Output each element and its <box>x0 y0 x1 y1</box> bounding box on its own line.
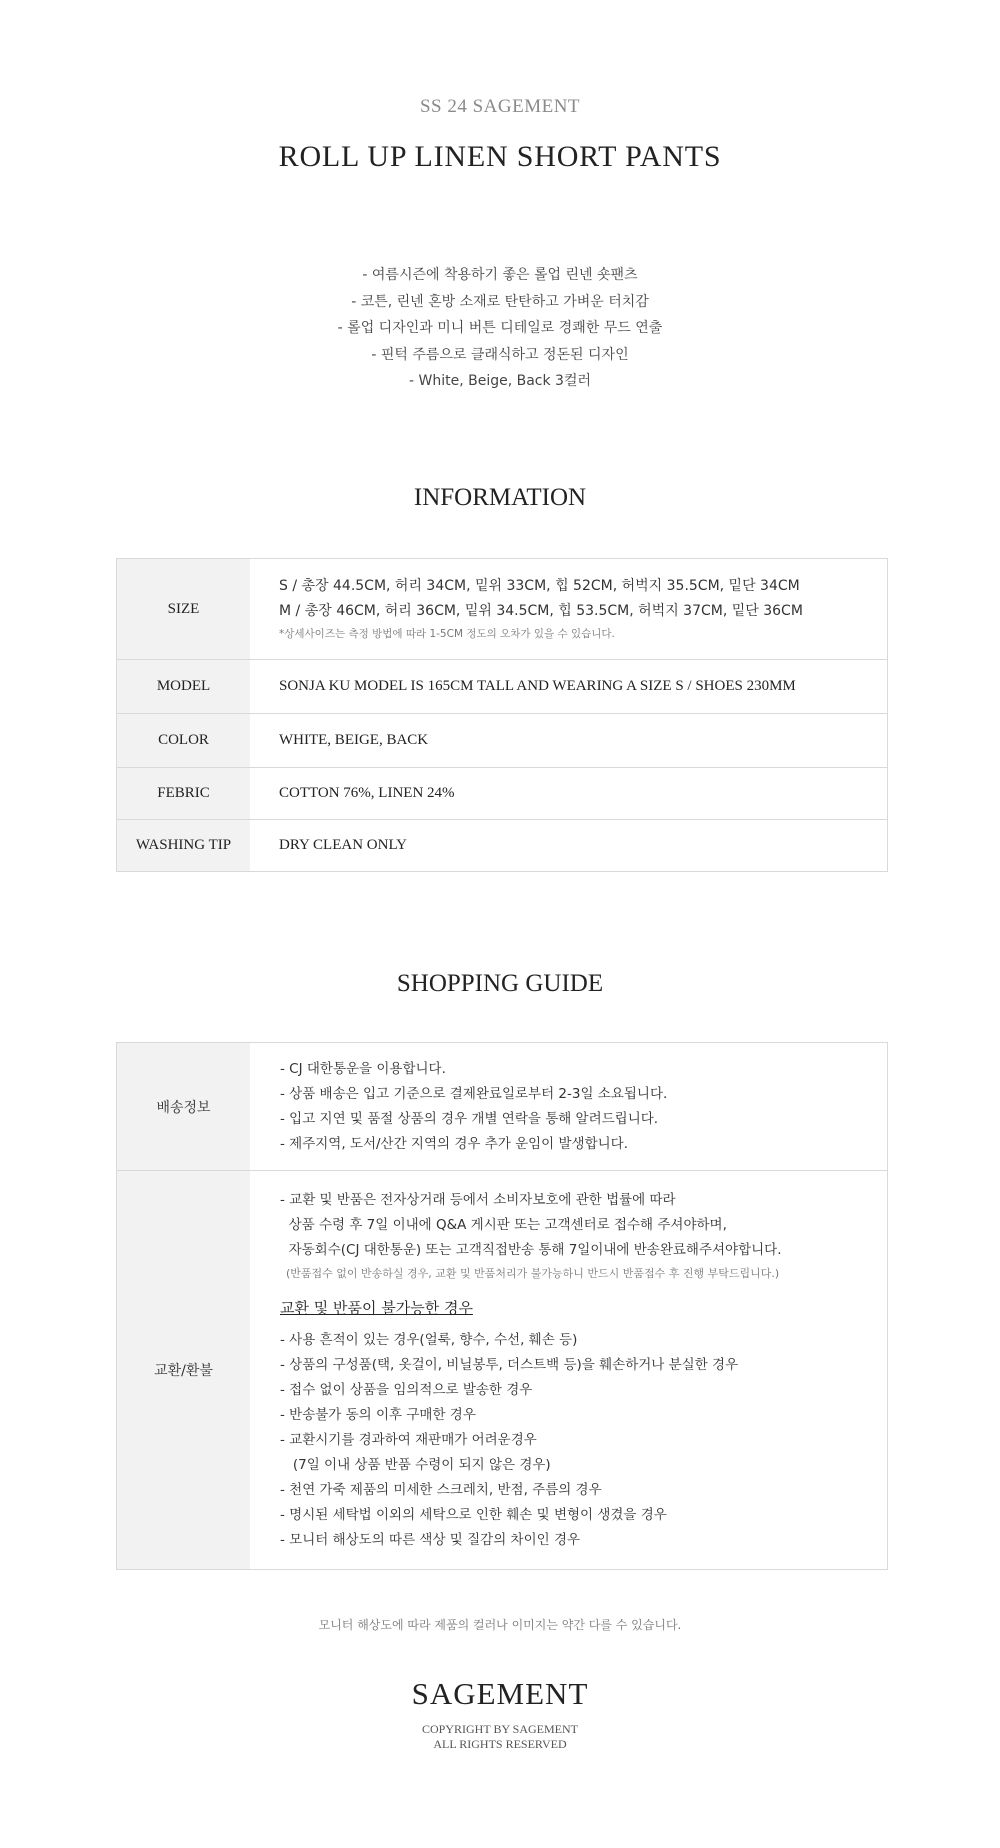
table-row <box>117 1171 888 1570</box>
table-row <box>117 1043 888 1171</box>
table-row <box>117 714 888 768</box>
delivery-label: 배송정보 <box>117 1043 251 1171</box>
description-line: - 여름시즌에 착용하기 좋은 롤업 린넨 숏팬츠 <box>362 267 638 283</box>
exchange-line: - 교환 및 반품은 전자상거래 등에서 소비자보호에 관한 법률에 따라 <box>280 1191 676 1208</box>
delivery-line: - 제주지역, 도서/산간 지역의 경우 추가 운임이 발생합니다. <box>280 1135 628 1152</box>
description-line: - 롤업 디자인과 미니 버튼 디테일로 경쾌한 무드 연출 <box>337 320 663 336</box>
description-line: - White, Beige, Back 3컬러 <box>408 373 591 389</box>
non-returnable-item: - 접수 없이 상품을 임의적으로 발송한 경우 <box>280 1381 533 1398</box>
size-line: M / 총장 46CM, 허리 36CM, 밑위 34.5CM, 힙 53.5CM, 허벅지 37CM, 밑단 36CM <box>279 603 803 619</box>
exchange-info <box>250 1171 888 1570</box>
delivery-line: - 상품 배송은 입고 기준으로 결제완료일로부터 2-3일 소요됩니다. <box>280 1085 668 1102</box>
non-returnable-item: - 상품의 구성품(택, 옷걸이, 비닐봉투, 더스트백 등)을 훼손하거나 분실한 경우 <box>280 1356 739 1373</box>
exchange-label: 교환/환불 <box>117 1171 251 1570</box>
copyright-line: COPYRIGHT BY SAGEMENT <box>421 1722 578 1736</box>
description-line: - 핀턱 주름으로 클래식하고 정돈된 디자인 <box>371 346 629 363</box>
fabric-value: COTTON 76%, LINEN 24% <box>250 768 888 820</box>
season-label: SS 24 SAGEMENT <box>419 96 581 117</box>
exchange-line: 자동회수(CJ 대한통운) 또는 고객직접반송 통해 7일이내에 반송완료해주셔야합니다. <box>280 1241 782 1258</box>
exchange-line: 상품 수령 후 7일 이내에 Q&A 게시판 또는 고객센터로 접수해 주셔야하며, <box>280 1216 727 1233</box>
brand-logo-text: SAGEMENT <box>411 1676 589 1711</box>
shopping-guide-heading: SHOPPING GUIDE <box>396 970 604 997</box>
color-value: WHITE, BEIGE, BACK <box>250 714 888 768</box>
model-label: MODEL <box>117 660 251 714</box>
color-label: COLOR <box>117 714 251 768</box>
non-returnable-item: - 반송불가 동의 이후 구매한 경우 <box>280 1406 476 1423</box>
non-returnable-item: - 천연 가죽 제품의 미세한 스크레치, 반점, 주름의 경우 <box>280 1481 602 1498</box>
information-table <box>116 558 888 872</box>
product-description <box>0 262 1000 395</box>
delivery-info <box>250 1043 888 1171</box>
monitor-color-note: 모니터 해상도에 따라 제품의 컬러나 이미지는 약간 다를 수 있습니다. <box>318 1618 682 1632</box>
size-note: *상세사이즈는 측정 방법에 따라 1-5CM 정도의 오차가 있을 수 있습니다. <box>279 628 615 640</box>
size-label: SIZE <box>117 559 251 660</box>
copyright-line: ALL RIGHTS RESERVED <box>433 1737 567 1751</box>
delivery-line: - 입고 지연 및 품절 상품의 경우 개별 연락을 통해 알려드립니다. <box>280 1110 659 1127</box>
non-returnable-item: - 모니터 해상도의 따른 색상 및 질감의 차이인 경우 <box>280 1531 581 1548</box>
non-returnable-item: - 사용 흔적이 있는 경우(얼룩, 향수, 수선, 훼손 등) <box>280 1331 578 1348</box>
table-row <box>117 820 888 872</box>
table-row <box>117 559 888 660</box>
washing-value: DRY CLEAN ONLY <box>250 820 888 872</box>
washing-label: WASHING TIP <box>117 820 251 872</box>
information-heading: INFORMATION <box>413 484 587 511</box>
delivery-line: - CJ 대한통운을 이용합니다. <box>280 1060 446 1077</box>
table-row <box>117 660 888 714</box>
non-returnable-item: (7일 이내 상품 반품 수령이 되지 않은 경우) <box>280 1456 551 1473</box>
shopping-guide-table <box>116 1042 888 1570</box>
model-value: SONJA KU MODEL IS 165CM TALL AND WEARING A SIZE S / SHOES 230MM <box>250 660 888 714</box>
non-returnable-item: - 교환시기를 경과하여 재판매가 어려운경우 <box>280 1431 537 1448</box>
copyright <box>0 1722 1000 1752</box>
size-line: S / 총장 44.5CM, 허리 34CM, 밑위 33CM, 힙 52CM, 허벅지 35.5CM, 밑단 34CM <box>279 578 800 594</box>
non-returnable-heading: 교환 및 반품이 불가능한 경우 <box>280 1298 473 1317</box>
product-title: ROLL UP LINEN SHORT PANTS <box>278 140 722 173</box>
description-line: - 코튼, 린넨 혼방 소재로 탄탄하고 가벼운 터치감 <box>351 293 649 310</box>
fabric-label: FEBRIC <box>117 768 251 820</box>
size-value <box>250 559 888 660</box>
table-row <box>117 768 888 820</box>
non-returnable-item: - 명시된 세탁법 이외의 세탁으로 인한 훼손 및 변형이 생겼을 경우 <box>280 1506 667 1523</box>
exchange-note: (반품접수 없이 반송하실 경우, 교환 및 반품처리가 불가능하니 반드시 반품접수 후 진행 부탁드립니다.) <box>286 1266 780 1280</box>
